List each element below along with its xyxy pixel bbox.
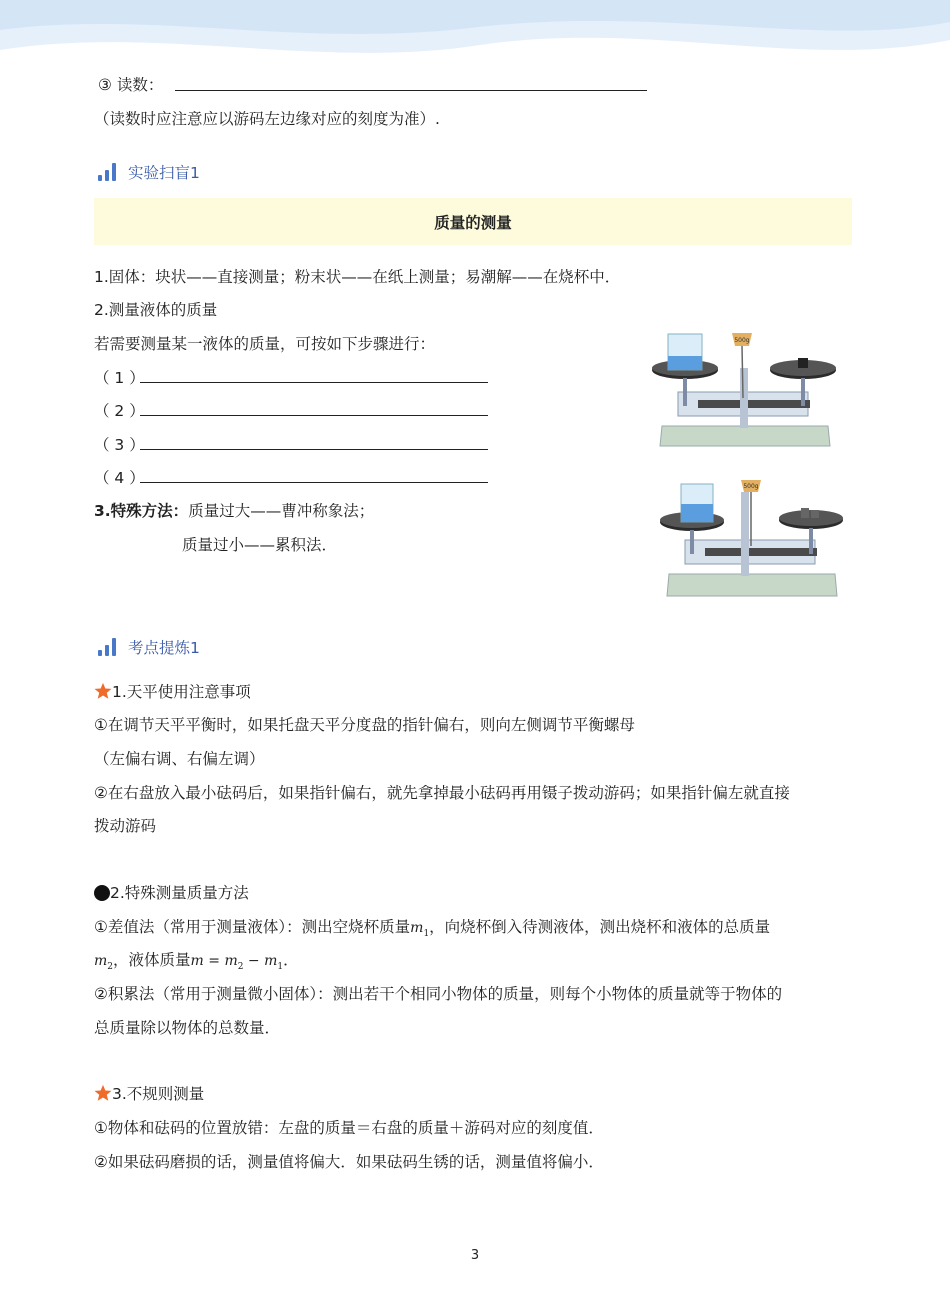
bar-chart-icon	[98, 163, 116, 181]
step-label: （ 3 ）	[94, 436, 145, 454]
reading-answer-line	[175, 90, 647, 91]
point-text: （左偏右调、右偏左调）	[94, 750, 265, 768]
star-icon	[94, 682, 112, 700]
step-answer-line	[140, 482, 488, 483]
reading-note: （读数时应注意应以游码左边缘对应的刻度为准）.	[94, 110, 440, 128]
point-heading-balance	[94, 680, 251, 702]
liquid-measure-heading: 2.测量液体的质量	[94, 301, 218, 319]
point-text: ②在右盘放入最小砝码后，如果指针偏右，就先拿掉最小砝码再用镊子拨动游码；如果指针偏左就直接	[94, 784, 790, 802]
section-heading-experiment	[98, 161, 200, 183]
math-m1: $m_1$	[410, 920, 430, 939]
balance-label: 500g	[734, 337, 750, 344]
math-m2: $m_2$	[94, 953, 114, 972]
point-text-liquid-mass	[94, 948, 299, 972]
point-text: 拨动游码	[94, 817, 157, 835]
step-label: （ 2 ）	[94, 402, 145, 420]
text-segment: ．	[283, 951, 299, 969]
point-text: ②积累法（常用于测量微小固体）：测出若干个相同小物体的质量，则每个小物体的质量就等于物体的	[94, 985, 783, 1003]
point-title: 2.特殊测量质量方法	[110, 884, 249, 902]
topic-banner	[94, 198, 852, 245]
balance-scale-figure	[648, 328, 840, 454]
text-segment: ，向烧杯倒入待测液体，测出烧杯和液体的总质量	[429, 918, 771, 936]
special-method-small: 质量过小——累积法．	[182, 536, 338, 554]
header-wave	[0, 0, 950, 70]
step-label: （ 4 ）	[94, 469, 145, 487]
point-heading-irregular	[94, 1082, 204, 1104]
point-text: ②如果砝码磨损的话，测量值将偏大．如果砝码生锈的话，测量值将偏小．	[94, 1153, 604, 1171]
solid-measure-line: 1.固体：块状——直接测量；粉末状——在纸上测量；易潮解——在烧杯中．	[94, 268, 621, 286]
point-title: 1.天平使用注意事项	[112, 683, 251, 701]
special-methods-line	[94, 499, 374, 521]
point-title: 3.不规则测量	[112, 1085, 205, 1103]
point-text-difference-method	[94, 915, 770, 939]
math-equation: $m = m_2 - m_1$	[190, 953, 284, 972]
section-title: 实验扫盲1	[128, 164, 200, 182]
step-label: （ 1 ）	[94, 369, 145, 387]
point-text: ①在调节天平平衡时，如果托盘天平分度盘的指针偏右，则向左侧调节平衡螺母	[94, 716, 635, 734]
balance-label: 500g	[743, 483, 759, 490]
section-heading-keypoints	[98, 636, 200, 658]
star-icon	[94, 1084, 112, 1102]
bar-chart-icon	[98, 638, 116, 656]
page-number: 3	[470, 1248, 480, 1263]
section-title: 考点提炼1	[128, 639, 200, 657]
balance-scale-figure	[655, 476, 847, 602]
point-text: 总质量除以物体的总数量．	[94, 1019, 281, 1037]
point-text: ①物体和砝码的位置放错：左盘的质量＝右盘的质量＋游码对应的刻度值．	[94, 1119, 604, 1137]
step-answer-line	[140, 382, 488, 383]
reading-label: ③ 读数：	[98, 76, 164, 94]
bullet-dot-icon	[94, 885, 110, 901]
text-segment: ①差值法（常用于测量液体）：测出空烧杯质量	[94, 918, 411, 936]
banner-title: 质量的测量	[434, 213, 512, 232]
step-answer-line	[140, 449, 488, 450]
point-heading-special-methods	[94, 881, 249, 903]
text-segment: ，液体质量	[113, 951, 191, 969]
special-method-large: 质量过大——曹冲称象法；	[188, 502, 375, 520]
special-methods-lead: 3.特殊方法：	[94, 502, 189, 520]
step-answer-line	[140, 415, 488, 416]
liquid-steps-intro: 若需要测量某一液体的质量，可按如下步骤进行：	[94, 335, 436, 353]
